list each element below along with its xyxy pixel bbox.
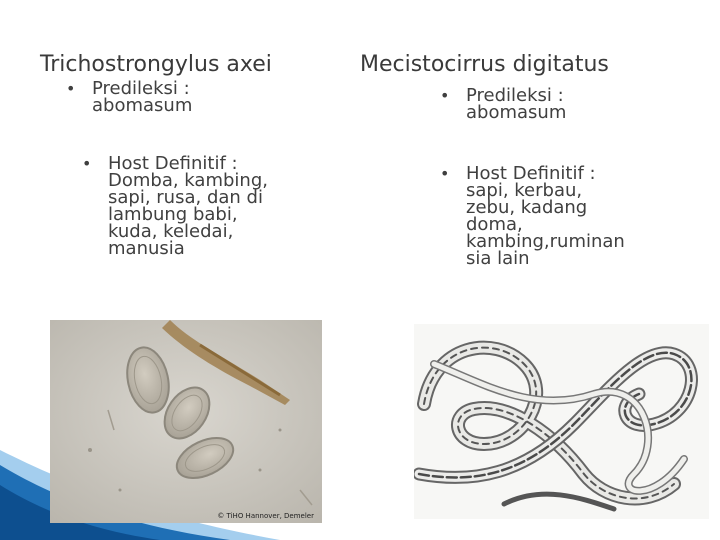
right-column-title: Mecistocirrus digitatus: [360, 52, 609, 77]
left-column-title: Trichostrongylus axei: [40, 52, 272, 77]
left-predileksi-text: Predileksi : abomasum: [92, 78, 193, 116]
bullet-dot: •: [66, 79, 76, 98]
bullet-dot: •: [440, 86, 450, 105]
photo-credit: © TiHO Hannover, Demeler: [217, 512, 314, 520]
worm-illustration: [414, 324, 709, 519]
egg-microscope-photo: [50, 320, 322, 523]
right-bullet-predileksi: [440, 87, 566, 121]
left-bullet-host: [82, 155, 268, 257]
right-predileksi-text: Predileksi : abomasum: [466, 85, 567, 123]
bullet-dot: •: [82, 154, 92, 173]
left-bullet-predileksi: [66, 80, 192, 114]
bullet-dot: •: [440, 164, 450, 183]
right-host-text: Host Definitif : sapi, kerbau, zebu, kadang doma, kambing,ruminan sia lain: [466, 163, 625, 269]
right-bullet-host: [440, 165, 625, 267]
left-host-text: Host Definitif : Domba, kambing, sapi, rusa, dan di lambung babi, kuda, keledai, manusia: [108, 153, 268, 259]
